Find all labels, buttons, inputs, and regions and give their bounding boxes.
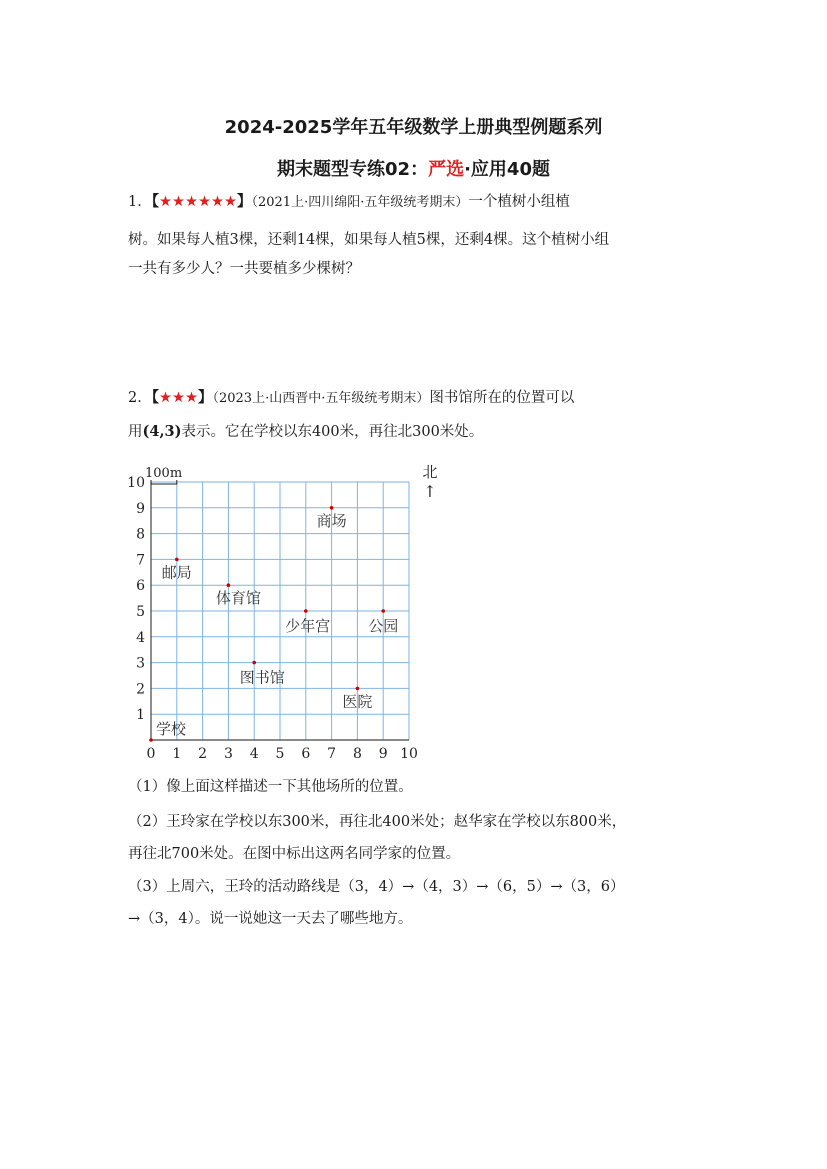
x-tick-label: 7 xyxy=(327,746,337,762)
q2-sub2-line2: 再往北700米处。在图中标出这两名同学家的位置。 xyxy=(128,846,461,862)
point-少年宫 xyxy=(304,609,308,613)
q1-difficulty-stars: ★★★★★★ xyxy=(158,194,237,210)
q2-coordinate: (4,3) xyxy=(142,423,182,440)
q2-text-start: 图书馆所在的位置可以 xyxy=(429,390,575,406)
y-tick-label: 3 xyxy=(136,655,145,672)
x-tick-label: 0 xyxy=(146,746,156,762)
x-tick-label: 10 xyxy=(400,746,418,762)
q2-difficulty-stars: ★★★ xyxy=(158,390,198,406)
x-tick-label: 3 xyxy=(223,746,233,762)
point-label: 学校 xyxy=(155,720,187,738)
x-tick-label: 9 xyxy=(378,746,388,762)
q1-line3: 一共有多少人？一共要植多少棵树？ xyxy=(128,261,360,277)
q2-line2-b: 表示。它在学校以东400米，再往北300米处。 xyxy=(181,424,484,440)
x-tick-label: 4 xyxy=(249,746,259,762)
y-tick-label: 1 xyxy=(136,707,145,724)
point-label: 邮局 xyxy=(161,563,192,582)
title-highlight: 严选 xyxy=(428,159,465,180)
north-arrow-icon: ↑ xyxy=(423,482,437,501)
q2-sub3-line2: →（3，4）。说一说她这一天去了哪些地方。 xyxy=(128,911,413,927)
y-tick-label: 2 xyxy=(136,681,145,698)
q1-number: 1． xyxy=(128,194,152,210)
y-tick-label: 9 xyxy=(136,500,145,517)
scale-label: 100m xyxy=(145,466,183,481)
y-tick-label: 10 xyxy=(127,475,145,491)
point-体育馆 xyxy=(227,583,231,587)
q1-line2: 树。如果每人植3棵，还剩14棵，如果每人植5棵，还剩4棵。这个植树小组 xyxy=(128,232,610,248)
point-图书馆 xyxy=(252,661,256,665)
q1-source: （2021上·四川绵阳·五年级统考期末） xyxy=(251,195,469,210)
q2-bracket-close: 】 xyxy=(197,389,213,406)
q2-line1 xyxy=(128,384,708,413)
document-title-line1: 2024-2025学年五年级数学上册典型例题系列 xyxy=(224,117,603,138)
q2-sub1: （1）像上面这样描述一下其他场所的位置。 xyxy=(128,779,413,795)
point-商场 xyxy=(330,506,334,510)
y-tick-label: 4 xyxy=(136,629,145,646)
title-suffix: ·应用40题 xyxy=(464,159,550,180)
coordinate-grid-chart xyxy=(120,455,450,775)
point-label: 商场 xyxy=(316,511,347,530)
q2-source: （2023上·山西晋中·五年级统考期末） xyxy=(212,391,430,406)
q1-bracket-close: 】 xyxy=(236,193,252,210)
q1-bracket-open: 【 xyxy=(151,193,159,210)
x-tick-label: 6 xyxy=(301,746,311,762)
document-title-line2 xyxy=(0,155,827,181)
y-tick-label: 7 xyxy=(136,552,145,569)
q2-number: 2． xyxy=(128,390,152,406)
point-医院 xyxy=(356,687,360,691)
point-label: 医院 xyxy=(342,692,373,711)
y-tick-label: 6 xyxy=(136,578,145,595)
north-label: 北 xyxy=(422,463,438,481)
point-学校 xyxy=(149,738,153,742)
y-tick-label: 8 xyxy=(136,526,145,543)
q2-sub3-line1: （3）上周六，王玲的活动路线是（3，4）→（4，3）→（6，5）→（3，6） xyxy=(128,879,625,895)
x-tick-label: 1 xyxy=(172,746,182,762)
q1-line1 xyxy=(128,188,708,217)
x-tick-label: 8 xyxy=(352,746,362,762)
point-label: 图书馆 xyxy=(239,668,285,687)
point-label: 公园 xyxy=(368,617,399,635)
x-tick-label: 5 xyxy=(275,746,285,762)
point-label: 体育馆 xyxy=(215,589,261,608)
title-prefix: 期末题型专练02： xyxy=(277,159,429,180)
q2-bracket-open: 【 xyxy=(151,389,159,406)
point-label: 少年宫 xyxy=(285,617,331,635)
q2-sub2-line1: （2）王玲家在学校以东300米，再往北400米处；赵华家在学校以东800米， xyxy=(128,814,627,830)
q2-line2-a: 用 xyxy=(128,424,143,440)
q1-text-start: 一个植树小组植 xyxy=(468,194,570,210)
x-tick-label: 2 xyxy=(198,746,208,762)
q2-line2 xyxy=(128,418,708,446)
y-tick-label: 5 xyxy=(136,604,145,620)
point-邮局 xyxy=(175,558,179,562)
point-公园 xyxy=(381,609,385,613)
